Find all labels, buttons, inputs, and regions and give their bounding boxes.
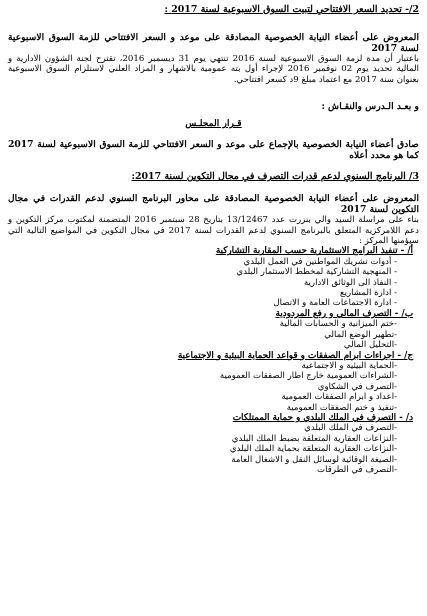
group-heading: أ/ - تنفيذ البرامج الاستثمارية حسب المقاربة التشاركية [215, 246, 413, 257]
list-item: - النفاذ الى الوثائق الادارية [303, 277, 397, 288]
document-page [8, 4, 419, 608]
list-item: -تطهير الوضع المالي [324, 329, 397, 340]
list-item: -النزاعات العقارية المتعلقة بضبط الملك البلدي [231, 433, 397, 444]
training-group-a [8, 246, 419, 308]
list-item: -ختم الميزانية و الحسابات المالية [279, 319, 397, 330]
group-heading: ب/ - التصرف المالي و رفع المردودية [275, 308, 413, 319]
section-2-proposal: المعروض على أعضاء النيابة الخصوصية المصادقة على موعد و السعر الافتتاحي للزمة السوق الاسبوعية لسنة 2017 [8, 32, 419, 54]
list-item: -الشراءات العمومية خارج اطار الصفقات العمومية [219, 371, 397, 382]
training-group-c [8, 351, 419, 413]
section-2-title: 2/- تحديد السعر الافتتاحي لتبيت السوق الاسبوعية لسنة 2017 : [164, 4, 419, 15]
council-decision-title: قـرار المجلـس [185, 118, 242, 130]
list-item: -اعداد و ابرام الصفقات العمومية [281, 392, 397, 403]
group-heading: د/ - التصرف في الملك البلدي و حماية الممتلكات [232, 412, 413, 423]
list-item: -الصيغة الوقائية لوسائل النقل و الاشغال العامة [231, 454, 397, 465]
list-item: - المنهجية التشاركية لمخطط الاستثمار البلدي [236, 267, 397, 278]
training-group-b [8, 309, 419, 351]
list-item: - ادارة المشاريع [340, 288, 397, 299]
debate-heading: و بعـد الـدرس والنقـاش : [321, 101, 419, 113]
list-item: -تنفيذ و ختم الصفقات العمومية [286, 402, 397, 413]
list-item: - ادارة الاجتماعات العامة و الاتصال [273, 298, 397, 309]
list-item: -التصرف في الطرقات [317, 464, 397, 475]
list-item: -التحليل المالي [343, 340, 397, 351]
group-heading: ج/ - اجراءات ابرام الصفقات و قواعد الحماية البيئية و الاجتماعية [177, 350, 413, 361]
list-item: - أدوات تشريك المواطنين في العمل البلدي [243, 256, 397, 267]
section-3-body: بناء على مراسلة السيد والي بنزرت عدد 13/12467 بتاريخ 28 سبتمبر 2016 المتضمنة لمكتوب مركز التكوين و دعم اللامركزية المتعلق بالبرنامج السنوي لدعم القدرات لسنة 2017 في مجال التكوين في المواضيع التالية التي سيؤمنها المركز : [8, 215, 419, 247]
list-item: -التصرف في الملك البلدي [304, 423, 397, 434]
council-decision-text: صادق أعضاء النيابة الخصوصية بالإجماع على موعد و السعر الافتتاحي للزمة السوق الاسبوعية لسنة 2017 كما هو محدد أعلاه [8, 139, 419, 162]
list-item: -التصرف في الشكاوي [317, 381, 397, 392]
section-2-body: باعتبار أن مدة لزمة السوق الاسبوعية لسنة 2016 تنتهي يوم 31 ديسمبر 2016، تقترح لجنة الشؤون الادارية و المالية تحديد يوم 02 نوفمبر 2016 لإجراء أول بته عمومية بالاشهار و المزاد العلني لاستلزام السوق الاسبوعية بعنوان سنة 2017 مع اعتماد مبلغ 9د كسعر افتتاحي. [8, 54, 419, 85]
section-3-proposal: المعروض على أعضاء النيابة الخصوصية المصادقة على محاور البرنامج السنوي لدعم القدرات في مجال التكوين لسنة 2017 [8, 193, 419, 216]
section-3-title: 3/ البرنامج السنوي لدعم قدرات التصرف في مجال التكوين لسنة 2017: [131, 171, 419, 183]
training-group-d [8, 413, 419, 475]
list-item: -الحماية البيئية و الاجتماعية [301, 360, 397, 371]
list-item: -النزاعات العقارية المتعلقة بحماية الملك البلدي [229, 444, 397, 455]
